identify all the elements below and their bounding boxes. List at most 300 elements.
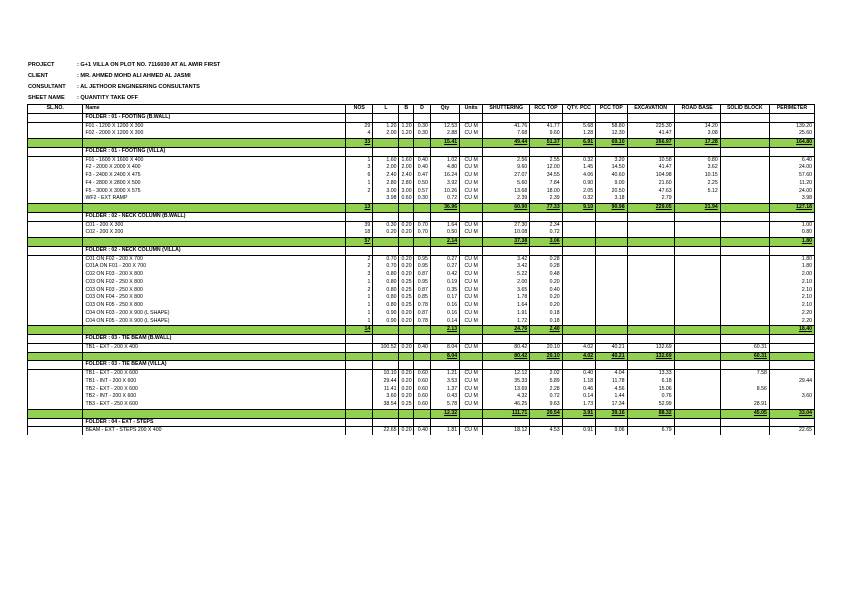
table-cell bbox=[720, 326, 769, 335]
table-cell bbox=[674, 352, 720, 361]
item-name-cell: C02 ON F03 - 200 X 800 bbox=[83, 271, 346, 279]
empty-cell bbox=[483, 335, 530, 344]
sl-cell bbox=[28, 418, 83, 427]
item-name-cell: TB2 - INT - 200 X 600 bbox=[83, 393, 346, 401]
table-cell: 29.44 bbox=[373, 378, 399, 386]
table-cell: 1.37 bbox=[430, 386, 459, 394]
table-cell: 2.14 bbox=[430, 238, 459, 247]
empty-cell bbox=[769, 113, 814, 122]
table-cell: 10.58 bbox=[627, 156, 674, 164]
table-cell: 0.20 bbox=[399, 393, 414, 401]
table-cell: 0.40 bbox=[414, 164, 431, 172]
project-label: PROJECT bbox=[28, 62, 55, 68]
table-cell: 0.18 bbox=[530, 310, 562, 318]
table-cell: 41.47 bbox=[627, 130, 674, 138]
table-cell bbox=[28, 238, 83, 247]
table-cell bbox=[674, 370, 720, 378]
empty-cell bbox=[460, 212, 483, 221]
empty-cell bbox=[373, 147, 399, 156]
table-cell: 2.88 bbox=[430, 130, 459, 138]
table-cell: 0.16 bbox=[430, 302, 459, 310]
empty-cell bbox=[627, 246, 674, 255]
table-cell bbox=[28, 279, 83, 287]
table-cell: 266.97 bbox=[627, 139, 674, 148]
client-line bbox=[27, 71, 815, 82]
table-cell bbox=[562, 263, 595, 271]
table-cell: 0.16 bbox=[430, 310, 459, 318]
table-cell bbox=[28, 294, 83, 302]
table-cell: CU M bbox=[460, 287, 483, 295]
table-cell: 0.20 bbox=[399, 318, 414, 326]
empty-cell bbox=[627, 113, 674, 122]
table-cell: 0.90 bbox=[562, 180, 595, 188]
table-cell bbox=[28, 326, 83, 335]
table-cell bbox=[562, 238, 595, 247]
table-cell: 3.08 bbox=[674, 130, 720, 138]
table-cell: 2.39 bbox=[530, 195, 562, 203]
table-cell: 0.87 bbox=[414, 310, 431, 318]
table-cell bbox=[674, 229, 720, 237]
table-cell: 11.78 bbox=[596, 378, 627, 386]
empty-cell bbox=[483, 418, 530, 427]
table-cell: 0.91 bbox=[562, 427, 595, 435]
item-name-cell bbox=[83, 326, 346, 335]
empty-cell bbox=[460, 335, 483, 344]
folder-row bbox=[28, 418, 815, 427]
table-cell: 1.72 bbox=[483, 318, 530, 326]
table-cell: 164.80 bbox=[769, 139, 814, 148]
table-cell: 0.25 bbox=[399, 279, 414, 287]
table-cell: 0.40 bbox=[414, 427, 431, 435]
folder-title: FOLDER : 03 - TIE BEAM (VILLA) bbox=[83, 361, 346, 370]
table-cell bbox=[674, 287, 720, 295]
empty-cell bbox=[562, 246, 595, 255]
col-header: SHUTTERING bbox=[483, 105, 530, 114]
table-cell: 0.32 bbox=[562, 156, 595, 164]
table-row bbox=[28, 302, 815, 310]
table-cell bbox=[720, 221, 769, 229]
table-cell: 27.30 bbox=[483, 221, 530, 229]
item-name-cell: C04 ON F03 - 200 X 900 (L SHAPE) bbox=[83, 310, 346, 318]
table-cell: 1 bbox=[346, 302, 373, 310]
table-cell: 0.70 bbox=[373, 263, 399, 271]
table-cell: 2.10 bbox=[769, 302, 814, 310]
table-cell: 2 bbox=[346, 287, 373, 295]
table-row bbox=[28, 279, 815, 287]
table-cell: 0.70 bbox=[414, 229, 431, 237]
table-cell: CU M bbox=[460, 164, 483, 172]
item-name-cell: TB2 - EXT - 200 X 600 bbox=[83, 386, 346, 394]
table-cell: 2.40 bbox=[530, 326, 562, 335]
table-cell: 5.89 bbox=[530, 378, 562, 386]
table-cell: 90.98 bbox=[596, 204, 627, 213]
table-cell bbox=[346, 401, 373, 409]
table-cell: 2.40 bbox=[399, 172, 414, 180]
table-cell: 22.65 bbox=[769, 427, 814, 435]
item-name-cell: TB1 - INT - 200 X 600 bbox=[83, 378, 346, 386]
col-header: Qty bbox=[430, 105, 459, 114]
table-cell bbox=[346, 378, 373, 386]
table-cell: 3.18 bbox=[596, 195, 627, 203]
table-cell bbox=[769, 401, 814, 409]
empty-cell bbox=[430, 246, 459, 255]
table-cell: 2.10 bbox=[769, 294, 814, 302]
table-header-row bbox=[28, 105, 815, 114]
table-cell: 58.80 bbox=[596, 122, 627, 130]
table-cell: 3.60 bbox=[373, 393, 399, 401]
empty-cell bbox=[674, 147, 720, 156]
table-row bbox=[28, 195, 815, 203]
table-cell bbox=[674, 378, 720, 386]
table-cell bbox=[674, 310, 720, 318]
folder-title: FOLDER : 03 - TIE BEAM (B.WALL) bbox=[83, 335, 346, 344]
table-cell: 1.20 bbox=[373, 122, 399, 130]
table-cell bbox=[562, 310, 595, 318]
table-cell: CU M bbox=[460, 401, 483, 409]
table-cell: 49.44 bbox=[483, 139, 530, 148]
table-cell: 2 bbox=[346, 188, 373, 196]
sl-cell bbox=[28, 147, 83, 156]
table-cell: 41.77 bbox=[530, 122, 562, 130]
table-cell: 1.60 bbox=[373, 156, 399, 164]
table-cell bbox=[562, 302, 595, 310]
table-cell: 6 bbox=[346, 172, 373, 180]
table-cell bbox=[28, 130, 83, 138]
table-cell bbox=[627, 229, 674, 237]
table-cell: 1.02 bbox=[430, 156, 459, 164]
table-cell: 0.57 bbox=[414, 188, 431, 196]
item-name-cell: TB3 - EXT - 250 X 600 bbox=[83, 401, 346, 409]
empty-cell bbox=[373, 335, 399, 344]
table-cell: 104.98 bbox=[627, 172, 674, 180]
table-cell: 0.70 bbox=[373, 255, 399, 263]
table-cell bbox=[720, 204, 769, 213]
table-cell: 0.50 bbox=[430, 229, 459, 237]
empty-cell bbox=[530, 113, 562, 122]
table-cell bbox=[674, 427, 720, 435]
consultant-label: CONSULTANT bbox=[28, 84, 66, 90]
table-cell bbox=[346, 409, 373, 418]
table-cell: 88.32 bbox=[627, 409, 674, 418]
table-cell: 17.34 bbox=[596, 401, 627, 409]
table-cell: CU M bbox=[460, 378, 483, 386]
table-cell: 3.06 bbox=[530, 238, 562, 247]
table-cell: 4.02 bbox=[562, 352, 595, 361]
table-row bbox=[28, 427, 815, 435]
table-cell bbox=[399, 409, 414, 418]
table-cell bbox=[28, 156, 83, 164]
table-cell bbox=[414, 139, 431, 148]
table-cell: 0.72 bbox=[530, 229, 562, 237]
empty-cell bbox=[346, 147, 373, 156]
table-cell: 0.35 bbox=[430, 287, 459, 295]
table-cell: 57.60 bbox=[769, 172, 814, 180]
table-cell bbox=[460, 238, 483, 247]
table-cell: 4.06 bbox=[562, 172, 595, 180]
folder-title: FOLDER : 02 - NECK COLUMN (B.WALL) bbox=[83, 212, 346, 221]
table-cell: 1.00 bbox=[769, 221, 814, 229]
table-cell bbox=[414, 326, 431, 335]
table-cell: 0.95 bbox=[414, 255, 431, 263]
table-cell: 1.44 bbox=[596, 393, 627, 401]
subtotal-row bbox=[28, 204, 815, 213]
table-cell: 9.00 bbox=[596, 180, 627, 188]
table-cell: 111.71 bbox=[483, 409, 530, 418]
table-cell bbox=[596, 310, 627, 318]
table-cell: 18 bbox=[346, 229, 373, 237]
table-cell: 15.06 bbox=[627, 386, 674, 394]
col-header: D bbox=[414, 105, 431, 114]
table-cell: CU M bbox=[460, 393, 483, 401]
empty-cell bbox=[483, 246, 530, 255]
item-name-cell bbox=[83, 409, 346, 418]
table-cell bbox=[627, 221, 674, 229]
col-header: Name bbox=[83, 105, 346, 114]
table-cell: 3 bbox=[346, 164, 373, 172]
table-cell: 12.12 bbox=[483, 370, 530, 378]
table-cell bbox=[720, 310, 769, 318]
table-body bbox=[28, 113, 815, 435]
table-cell: 2.05 bbox=[562, 188, 595, 196]
table-cell bbox=[674, 409, 720, 418]
table-row bbox=[28, 255, 815, 263]
folder-row bbox=[28, 113, 815, 122]
table-cell: 1.20 bbox=[399, 122, 414, 130]
item-name-cell bbox=[83, 139, 346, 148]
table-cell bbox=[720, 279, 769, 287]
table-cell: 139.20 bbox=[769, 122, 814, 130]
table-cell: 0.95 bbox=[414, 279, 431, 287]
table-cell: 127.18 bbox=[769, 204, 814, 213]
table-cell bbox=[720, 238, 769, 247]
table-cell bbox=[562, 326, 595, 335]
table-cell: 0.20 bbox=[530, 279, 562, 287]
consultant-line bbox=[27, 82, 815, 93]
empty-cell bbox=[769, 212, 814, 221]
table-cell bbox=[674, 238, 720, 247]
folder-row bbox=[28, 246, 815, 255]
sl-cell bbox=[28, 212, 83, 221]
table-cell: 18.12 bbox=[483, 427, 530, 435]
table-cell: 13.33 bbox=[627, 370, 674, 378]
empty-cell bbox=[530, 246, 562, 255]
empty-cell bbox=[720, 361, 769, 370]
empty-cell bbox=[674, 246, 720, 255]
table-cell bbox=[28, 427, 83, 435]
table-cell: 2.13 bbox=[430, 326, 459, 335]
empty-cell bbox=[562, 212, 595, 221]
table-cell: 20.50 bbox=[596, 188, 627, 196]
table-cell: 0.27 bbox=[430, 263, 459, 271]
table-cell: 2.80 bbox=[373, 180, 399, 188]
folder-title: FOLDER : 02 - NECK COLUMN (VILLA) bbox=[83, 246, 346, 255]
table-cell: 0.14 bbox=[562, 393, 595, 401]
table-cell: 9.06 bbox=[596, 427, 627, 435]
empty-cell bbox=[627, 418, 674, 427]
empty-cell bbox=[674, 212, 720, 221]
table-cell: 0.18 bbox=[530, 318, 562, 326]
empty-cell bbox=[460, 113, 483, 122]
col-header: ROAD BASE bbox=[674, 105, 720, 114]
table-row bbox=[28, 221, 815, 229]
table-cell: 0.20 bbox=[399, 229, 414, 237]
empty-cell bbox=[627, 361, 674, 370]
table-cell: 15.41 bbox=[430, 139, 459, 148]
table-cell: 2.80 bbox=[399, 180, 414, 188]
table-cell: 3.62 bbox=[674, 164, 720, 172]
table-cell: CU M bbox=[460, 294, 483, 302]
table-cell: 4.04 bbox=[596, 370, 627, 378]
empty-cell bbox=[627, 212, 674, 221]
table-cell: 3 bbox=[346, 271, 373, 279]
table-cell: 0.60 bbox=[399, 195, 414, 203]
table-cell bbox=[28, 221, 83, 229]
table-cell bbox=[596, 271, 627, 279]
table-cell: 17.28 bbox=[674, 139, 720, 148]
table-cell bbox=[460, 139, 483, 148]
table-cell bbox=[28, 188, 83, 196]
empty-cell bbox=[720, 418, 769, 427]
table-cell bbox=[373, 352, 399, 361]
table-cell: 6.79 bbox=[627, 427, 674, 435]
table-cell: 0.78 bbox=[414, 302, 431, 310]
subtotal-row bbox=[28, 352, 815, 361]
table-cell: 1.80 bbox=[769, 238, 814, 247]
table-cell: 0.30 bbox=[414, 195, 431, 203]
table-cell: 5.78 bbox=[430, 401, 459, 409]
table-cell: 10.15 bbox=[674, 172, 720, 180]
empty-cell bbox=[414, 212, 431, 221]
table-cell: 0.27 bbox=[430, 255, 459, 263]
table-cell: 1.28 bbox=[562, 130, 595, 138]
empty-cell bbox=[596, 246, 627, 255]
table-cell: CU M bbox=[460, 221, 483, 229]
quantity-takeoff-sheet bbox=[27, 60, 815, 435]
item-name-cell: C01 ON F02 - 200 X 700 bbox=[83, 255, 346, 263]
item-name-cell: C01A ON F01 - 200 X 700 bbox=[83, 263, 346, 271]
table-cell: 0.80 bbox=[769, 229, 814, 237]
item-name-cell: F01 - 1200 X 1200 X 300 bbox=[83, 122, 346, 130]
table-cell: 60.31 bbox=[720, 343, 769, 352]
item-name-cell bbox=[83, 204, 346, 213]
table-cell bbox=[346, 370, 373, 378]
table-cell bbox=[720, 130, 769, 138]
empty-cell bbox=[373, 246, 399, 255]
table-cell bbox=[562, 318, 595, 326]
table-cell: 1 bbox=[346, 310, 373, 318]
empty-cell bbox=[460, 147, 483, 156]
table-cell: 45.05 bbox=[720, 409, 769, 418]
table-cell: 1.78 bbox=[483, 294, 530, 302]
table-cell bbox=[720, 122, 769, 130]
table-cell bbox=[720, 156, 769, 164]
table-cell: 29 bbox=[346, 122, 373, 130]
table-cell: 0.20 bbox=[399, 427, 414, 435]
table-cell: 9.10 bbox=[562, 204, 595, 213]
empty-cell bbox=[674, 335, 720, 344]
table-cell: 1 bbox=[346, 294, 373, 302]
table-cell bbox=[720, 164, 769, 172]
table-cell: 33.04 bbox=[769, 409, 814, 418]
folder-row bbox=[28, 335, 815, 344]
table-cell: 22.65 bbox=[373, 427, 399, 435]
table-cell bbox=[28, 180, 83, 188]
table-cell: 2.20 bbox=[769, 318, 814, 326]
table-cell: 0.20 bbox=[399, 263, 414, 271]
table-cell bbox=[460, 409, 483, 418]
table-cell bbox=[28, 378, 83, 386]
table-cell: 0.14 bbox=[430, 318, 459, 326]
empty-cell bbox=[399, 147, 414, 156]
item-name-cell: F4 - 2800 X 2800 X 500 bbox=[83, 180, 346, 188]
table-cell: 18.40 bbox=[769, 326, 814, 335]
item-name-cell: C04 ON F05 - 200 X 900 (L SHAPE) bbox=[83, 318, 346, 326]
project-value: : G+1 VILLA ON PLOT NO. 7116030 AT AL AWIR FIRST bbox=[77, 62, 221, 68]
table-cell: 0.80 bbox=[674, 156, 720, 164]
table-cell: 20.10 bbox=[530, 352, 562, 361]
empty-cell bbox=[414, 361, 431, 370]
table-cell: 3.98 bbox=[769, 195, 814, 203]
table-cell bbox=[769, 352, 814, 361]
table-cell: 0.72 bbox=[530, 393, 562, 401]
table-cell bbox=[720, 271, 769, 279]
table-cell: 0.40 bbox=[414, 343, 431, 352]
table-cell: 40.21 bbox=[596, 343, 627, 352]
item-name-cell bbox=[83, 238, 346, 247]
table-cell bbox=[720, 294, 769, 302]
table-cell: 2.79 bbox=[627, 195, 674, 203]
table-cell: CU M bbox=[460, 188, 483, 196]
table-cell: 2.56 bbox=[483, 156, 530, 164]
table-cell: CU M bbox=[460, 370, 483, 378]
table-cell: 9.63 bbox=[530, 401, 562, 409]
subtotal-row bbox=[28, 409, 815, 418]
table-cell: 0.25 bbox=[399, 287, 414, 295]
table-cell: 3.53 bbox=[430, 378, 459, 386]
item-name-cell: C03 ON F04 - 250 X 800 bbox=[83, 294, 346, 302]
table-cell: 2.25 bbox=[674, 180, 720, 188]
empty-cell bbox=[530, 335, 562, 344]
table-cell: CU M bbox=[460, 318, 483, 326]
table-cell bbox=[399, 326, 414, 335]
table-cell: 0.40 bbox=[530, 287, 562, 295]
table-cell bbox=[414, 204, 431, 213]
table-cell bbox=[720, 302, 769, 310]
folder-title: FOLDER : 04 - EXT - STEPS bbox=[83, 418, 346, 427]
table-cell bbox=[460, 204, 483, 213]
table-cell: 0.20 bbox=[530, 302, 562, 310]
table-cell: 2.00 bbox=[399, 164, 414, 172]
table-cell: 1 bbox=[346, 279, 373, 287]
table-cell: 9.60 bbox=[530, 130, 562, 138]
table-cell bbox=[769, 386, 814, 394]
table-cell: 0.78 bbox=[414, 318, 431, 326]
col-header: QTY. PCC bbox=[562, 105, 595, 114]
table-cell: 2.34 bbox=[530, 221, 562, 229]
item-name-cell: WF2 - EXT RAMP bbox=[83, 195, 346, 203]
table-cell: 2.00 bbox=[769, 271, 814, 279]
table-cell: 229.05 bbox=[627, 204, 674, 213]
table-cell: 0.20 bbox=[399, 255, 414, 263]
empty-cell bbox=[530, 147, 562, 156]
table-cell bbox=[596, 318, 627, 326]
table-cell bbox=[28, 204, 83, 213]
table-cell: 3.00 bbox=[399, 188, 414, 196]
empty-cell bbox=[596, 361, 627, 370]
table-cell bbox=[674, 393, 720, 401]
table-cell bbox=[562, 271, 595, 279]
table-cell: 1.91 bbox=[483, 310, 530, 318]
